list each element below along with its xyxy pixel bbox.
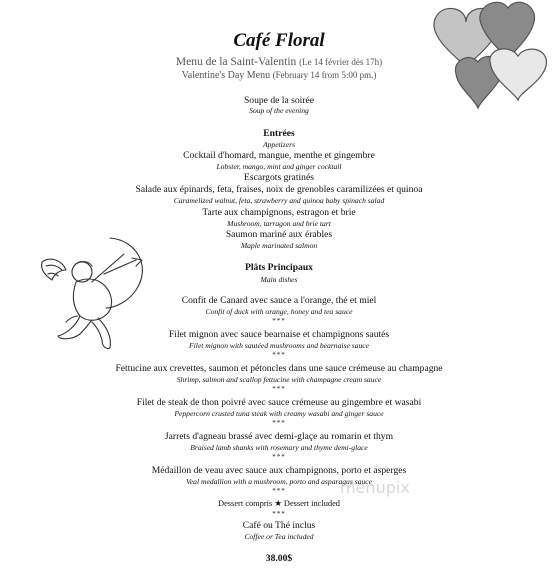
main-item-fr: Jarrets d'agneau brassé avec demi-glaçe au romarin et thym	[164, 431, 394, 442]
entree-item-fr: Escargots gratinés	[244, 172, 314, 183]
coffee-en: Coffee or Tea included	[244, 532, 314, 541]
dessert-note: Dessert compris ★ Dessert included	[218, 499, 340, 508]
separator: ***	[272, 385, 286, 393]
entree-item-en: Lobster, mango, mint and ginger cocktail	[216, 162, 342, 171]
separator: ***	[272, 419, 286, 427]
subtitle-en-date: (February 14 from 5:00 pm.)	[272, 70, 377, 80]
restaurant-title: Café Floral	[233, 30, 325, 51]
entree-item-fr: Saumon mariné aux érables	[225, 229, 333, 240]
separator: ***	[272, 510, 286, 518]
entree-item-en: Caramelized walnut, feta, strawberry and quinoa baby spinach salad	[173, 196, 385, 205]
main-item-en: Filet mignon with sautéed mushrooms and bearnaise sauce	[188, 341, 370, 350]
soup-fr: Soupe de la soirée	[243, 95, 315, 106]
main-item-en: Veal medallion with a mushroom, porto and asparagus sauce	[186, 477, 372, 486]
subtitle-fr-date: (Le 14 février dès 17h)	[299, 57, 383, 67]
coffee-fr: Café ou Thé inclus	[242, 520, 316, 531]
mains-heading-en: Main dishes	[260, 275, 298, 284]
main-item-fr: Filet de steak de thon poivré avec sauce crémeuse au gingembre et wasabi	[136, 397, 422, 408]
entrees-heading: Entrées	[263, 128, 295, 139]
entree-item-en: Maple marinated salmon	[240, 241, 318, 250]
entrees-heading-en: Appetizers	[262, 140, 296, 149]
menu-price: 38.00$	[265, 553, 293, 564]
main-item-fr: Fettucine aux crevettes, saumon et pétoncles dans une sauce crémeuse au champagne	[115, 363, 443, 374]
mains-heading: Plâts Principaux	[245, 262, 313, 273]
entree-item-fr: Tarte aux champignons, estragon et brie	[202, 207, 356, 218]
separator: ***	[272, 317, 286, 325]
entree-item-en: Mushroom, tarragon and brie tart	[227, 219, 331, 228]
menu-subtitle-fr	[0, 56, 558, 68]
main-item-fr: Confit de Canard avec sauce a l'orange, thé et miel	[181, 295, 377, 306]
main-item-fr: Médaillon de veau avec sauce aux champignons, porto et asperges	[151, 465, 407, 476]
subtitle-en-text: Valentine's Day Menu	[181, 70, 271, 81]
separator: ***	[272, 487, 286, 495]
main-item-en: Peppercorn crusted tuna steak with creamy wasabi and ginger sauce	[174, 409, 384, 418]
separator: ***	[272, 351, 286, 359]
watermark: menupix	[340, 478, 410, 497]
main-item-fr: Filet mignon avec sauce bearnaise et champignons sautés	[168, 329, 390, 340]
subtitle-fr-text: Menu de la Saint-Valentin	[175, 56, 297, 68]
main-item-en: Braised lamb shanks with rosemary and thyme demi-glace	[190, 443, 368, 452]
soup-en: Soup of the evening	[249, 106, 309, 115]
entree-item-fr: Cocktail d'homard, mangue, menthe et gingembre	[183, 150, 375, 161]
separator: ***	[272, 453, 286, 461]
entree-item-fr: Salade aux épinards, feta, fraises, noix de grenobles caramilizées et quinoa	[135, 184, 423, 195]
main-item-en: Confit of duck with orange, honey and tea sauce	[205, 307, 353, 316]
menu-subtitle-en	[0, 70, 558, 81]
main-item-en: Shrimp, salmon and scallop fettucine with champagne cream sauce	[176, 375, 382, 384]
